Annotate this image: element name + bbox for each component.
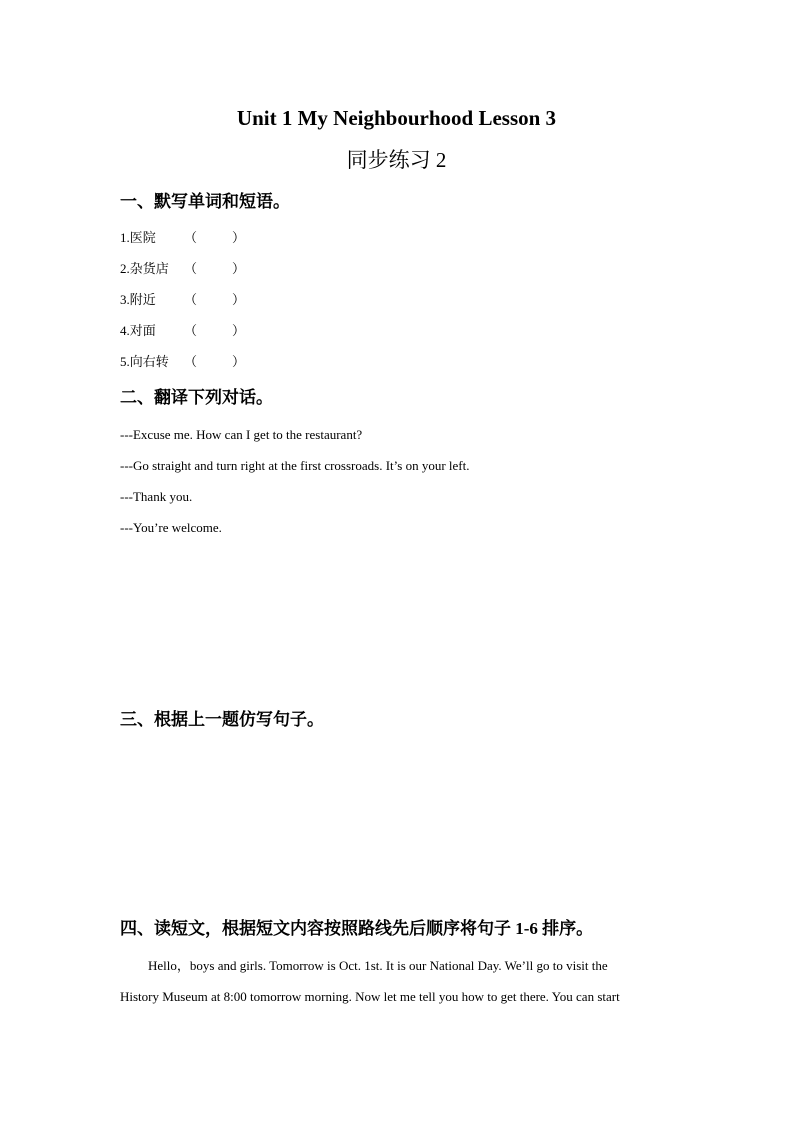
answer-blank-open: （ [184,261,198,276]
answer-blank-open: （ [184,354,198,369]
dialogue-line-1: ---Excuse me. How can I get to the restaurant? [120,427,363,442]
section-3-heading: 三、根据上一题仿写句子。 [120,710,324,729]
document-subtitle: 同步练习 2 [346,148,447,172]
item-word: 对面 [129,323,156,338]
item-number: 4. [120,323,130,338]
answer-blank-close: ） [232,292,246,307]
answer-blank-open: （ [184,292,198,307]
answer-blank-close: ） [232,323,246,338]
item-number: 1. [120,230,130,245]
vocab-item-5 [120,353,246,371]
answer-blank-open: （ [184,323,198,338]
document-title: Unit 1 My Neighbourhood Lesson 3 [236,106,557,130]
answer-blank-open: （ [184,230,198,245]
item-word: 向右转 [129,354,169,369]
section-4-heading: 四、读短文，根据短文内容按照路线先后顺序将句子 1-6 排序。 [120,919,594,938]
section-1-heading: 一、默写单词和短语。 [120,192,290,211]
vocab-item-2 [120,260,246,278]
item-number: 5. [120,354,130,369]
vocab-item-4 [120,322,246,340]
dialogue-line-4: ---You’re welcome. [120,520,222,535]
answer-blank-close: ） [232,230,246,245]
item-word: 医院 [129,230,156,245]
item-word: 附近 [129,292,156,307]
item-number: 3. [120,292,130,307]
item-word: 杂货店 [129,261,169,276]
dialogue-line-3: ---Thank you. [120,489,193,504]
dialogue-line-2: ---Go straight and turn right at the first crossroads. It’s on your left. [120,458,470,473]
answer-blank-close: ） [232,261,246,276]
item-number: 2. [120,261,130,276]
section-2-heading: 二、翻译下列对话。 [120,388,273,407]
reading-paragraph-line-1: Hello，boys and girls. Tomorrow is Oct. 1st. It is our National Day. We’ll go to visit the [148,958,608,973]
answer-blank-close: ） [232,354,246,369]
reading-paragraph-line-2: History Museum at 8:00 tomorrow morning. Now let me tell you how to get there. You can start [120,989,620,1004]
vocab-item-1 [120,229,246,247]
vocab-item-3 [120,291,246,309]
